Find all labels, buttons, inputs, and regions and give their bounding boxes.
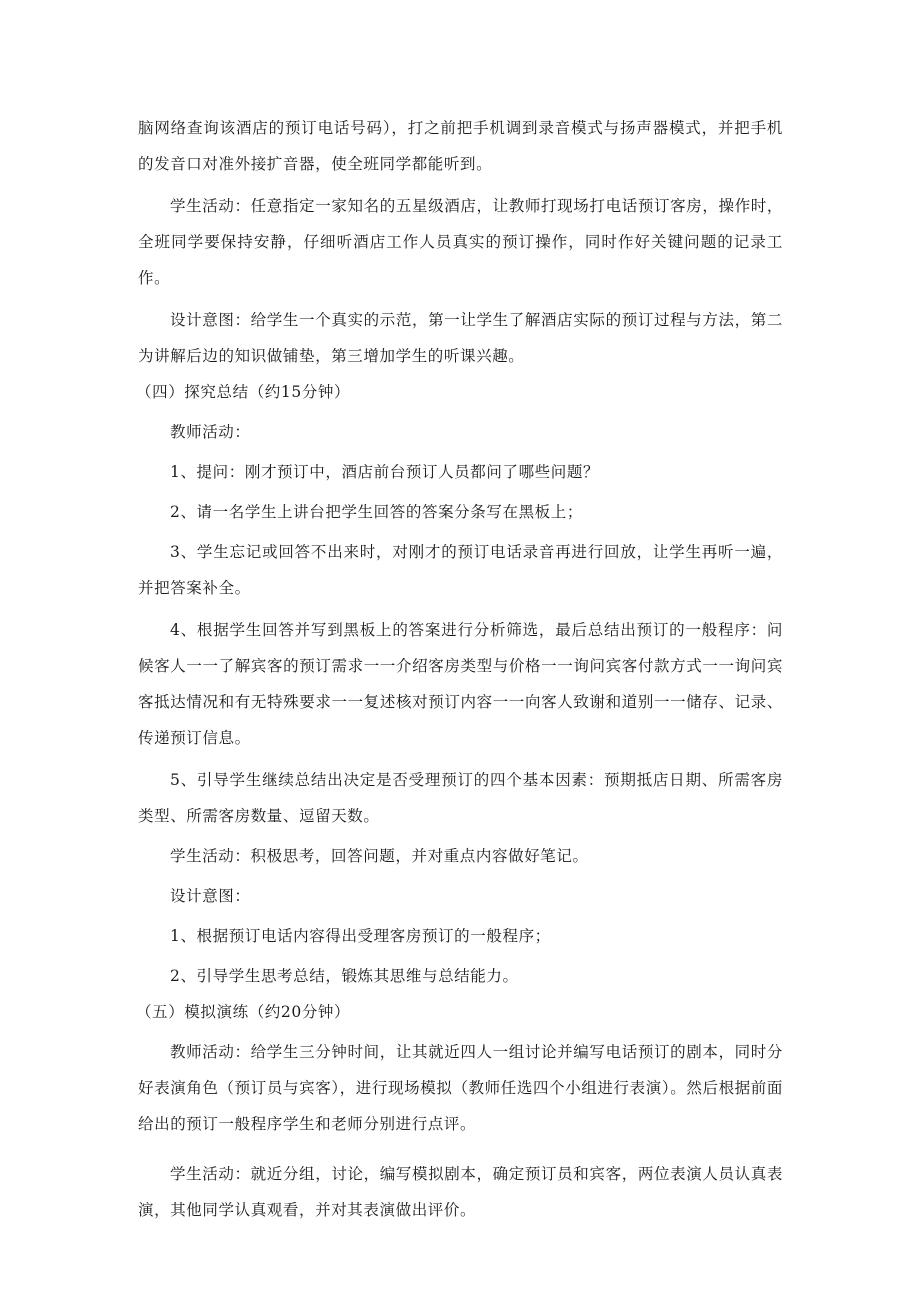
paragraph: 设计意图：: [170, 887, 251, 905]
paragraph: 设计意图：给学生一个真实的示范，第一让学生了解酒店实际的预订过程与方法，第二为讲解后边的知识做铺垫，第三增加学生的听课兴趣。: [138, 311, 783, 365]
list-item: 2、请一名学生上讲台把学生回答的答案分条写在黑板上；: [170, 503, 583, 521]
list-item: 5、引导学生继续总结出决定是否受理预订的四个基本因素：预期抵店日期、所需客房类型、所需客房数量、逗留天数。: [138, 771, 783, 825]
paragraph: 教师活动：: [170, 423, 251, 441]
list-item: 3、学生忘记或回答不出来时，对刚才的预订电话录音再进行回放，让学生再听一遍，并把答案补全。: [138, 543, 783, 597]
paragraph: 学生活动：积极思考，回答问题，并对重点内容做好笔记。: [170, 847, 589, 865]
paragraph: 学生活动：任意指定一家知名的五星级酒店，让教师打现场打电话预订客房，操作时，全班同学要保持安静，仔细听酒店工作人员真实的预订操作，同时作好关键问题的记录工作。: [138, 197, 783, 287]
list-item: 1、提问：刚才预订中，酒店前台预订人员都问了哪些问题？: [170, 463, 600, 481]
paragraph: 教师活动：给学生三分钟时间，让其就近四人一组讨论并编写电话预订的剧本，同时分好表演角色（预订员与宾客），进行现场模拟（教师任选四个小组进行表演）。然后根据前面给出的预订一般程序学生和老师分别进行点评。: [138, 1043, 783, 1133]
list-item: 1、根据预订电话内容得出受理客房预订的一般程序；: [170, 927, 551, 945]
paragraph: 学生活动：就近分组，讨论，编写模拟剧本，确定预订员和宾客，两位表演人员认真表演，其他同学认真观看，并对其表演做出评价。: [138, 1165, 783, 1219]
document-page: [138, 110, 783, 1228]
section-heading: （四）探究总结（约15分钟）: [136, 383, 351, 401]
list-item: 4、根据学生回答并写到黑板上的答案进行分析筛选，最后总结出预订的一般程序：问候客人一一了解宾客的预订需求一一介绍客房类型与价格一一询问宾客付款方式一一询问宾客抵达情况和有无特殊要求一一复述核对预订内容一一向客人致谢和道别一一储存、记录、传递预订信息。: [138, 621, 783, 747]
list-item: 2、引导学生思考总结，锻炼其思维与总结能力。: [170, 967, 519, 985]
section-heading: （五）模拟演练（约20分钟）: [136, 1003, 351, 1021]
paragraph: 脑网络查询该酒店的预订电话号码），打之前把手机调到录音模式与扬声器模式，并把手机的发音口对准外接扩音器，使全班同学都能听到。: [138, 119, 783, 173]
